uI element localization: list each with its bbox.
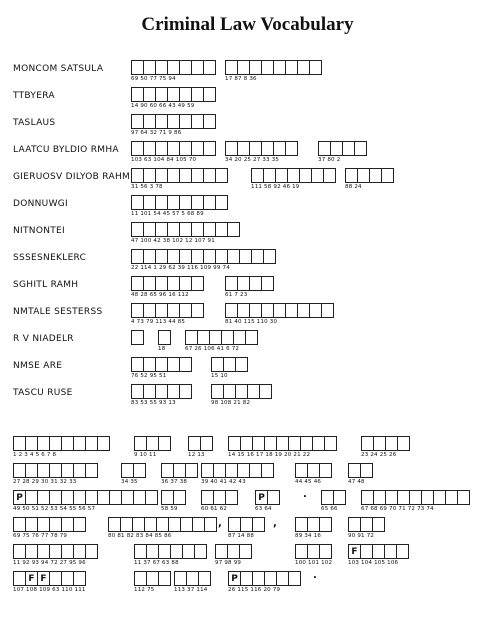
given-letter[interactable]: P	[13, 490, 26, 505]
position-numbers: 112 75	[134, 587, 155, 593]
scrambled-clue: NMSE ARE	[13, 361, 63, 371]
position-numbers: 61 7 23	[225, 292, 248, 298]
letter-box[interactable]	[215, 168, 228, 183]
quote-word	[161, 463, 198, 478]
letter-box[interactable]	[85, 463, 98, 478]
letter-box[interactable]	[457, 490, 470, 505]
scrambled-clue: MONCOM SATSULA	[13, 64, 104, 74]
letter-box[interactable]	[309, 60, 322, 75]
position-numbers: 97 64 32 71 9 86	[131, 130, 182, 136]
scrambled-clue: GIERUOSV DILYOB RAHM	[13, 172, 131, 182]
position-numbers: 81 40 115 110 30	[225, 319, 278, 325]
quote-word	[174, 571, 211, 586]
letter-box[interactable]	[285, 141, 298, 156]
answer-word	[225, 60, 322, 75]
letter-box[interactable]	[198, 571, 211, 586]
position-numbers: 1 2 3 4 5 6 7 8	[13, 452, 57, 458]
punctuation-mark: ,	[273, 518, 277, 529]
letter-box[interactable]	[323, 168, 336, 183]
position-numbers: 58 59	[161, 506, 178, 512]
letter-box[interactable]	[179, 357, 192, 372]
position-numbers: 80 81 82 83 84 85 86	[108, 533, 172, 539]
punctuation-mark: .	[303, 489, 307, 500]
position-numbers: 60 61 62	[201, 506, 228, 512]
answer-word	[318, 141, 367, 156]
position-numbers: 11 37 67 63 88	[134, 560, 179, 566]
letter-box[interactable]	[203, 60, 216, 75]
given-letter[interactable]: F	[37, 571, 50, 586]
letter-box[interactable]	[354, 141, 367, 156]
answer-word	[131, 222, 240, 237]
letter-box[interactable]	[288, 571, 301, 586]
letter-box[interactable]	[73, 517, 86, 532]
answer-word	[131, 195, 228, 210]
quote-word	[134, 436, 171, 451]
answer-word	[251, 168, 336, 183]
position-numbers: 11 101 54 45 57 5 68 89	[131, 211, 204, 217]
position-numbers: 27 28 29 30 31 32 33	[13, 479, 77, 485]
position-numbers: 26 115 116 20 79	[228, 587, 281, 593]
quote-word	[201, 490, 238, 505]
letter-box[interactable]	[85, 544, 98, 559]
quote-word	[13, 517, 86, 532]
position-numbers: 87 14 88	[228, 533, 255, 539]
letter-box[interactable]	[185, 463, 198, 478]
quote-word	[321, 490, 346, 505]
letter-box[interactable]	[372, 517, 385, 532]
answer-word	[345, 168, 394, 183]
quote-word	[255, 490, 280, 505]
position-numbers: 83 53 55 93 13	[131, 400, 176, 406]
answer-word	[131, 303, 204, 318]
quote-word	[348, 517, 385, 532]
letter-box[interactable]	[158, 330, 171, 345]
letter-box[interactable]	[145, 490, 158, 505]
letter-box[interactable]	[321, 303, 334, 318]
position-numbers: 9 10 11	[134, 452, 157, 458]
position-numbers: 36 37 38	[161, 479, 188, 485]
position-numbers: 69 75 76 77 78 79	[13, 533, 68, 539]
given-letter[interactable]: F	[348, 544, 361, 559]
quote-word	[134, 544, 207, 559]
answer-word	[211, 357, 248, 372]
scrambled-clue: R V NIADELR	[13, 334, 74, 344]
position-numbers: 37 80 2	[318, 157, 341, 163]
scrambled-clue: TTBYERA	[13, 91, 55, 101]
scrambled-clue: LAATCU BYLDIO RMHA	[13, 145, 119, 155]
letter-box[interactable]	[333, 490, 346, 505]
page-title: Criminal Law Vocabulary	[141, 14, 354, 35]
answer-word	[131, 384, 192, 399]
quote-word	[361, 436, 410, 451]
answer-word	[225, 276, 274, 291]
letter-box[interactable]	[360, 463, 373, 478]
letter-box[interactable]	[263, 249, 276, 264]
answer-word	[131, 168, 228, 183]
position-numbers: 39 40 41 42 43	[201, 479, 246, 485]
letter-box[interactable]	[173, 490, 186, 505]
quote-word	[134, 571, 171, 586]
answer-word	[131, 330, 144, 345]
answer-word	[225, 303, 334, 318]
position-numbers: 14 90 60 66 43 49 59	[131, 103, 195, 109]
quote-word	[121, 463, 146, 478]
quote-word	[361, 490, 470, 505]
position-numbers: 113 37 114	[174, 587, 208, 593]
given-letter[interactable]: F	[25, 571, 38, 586]
given-letter[interactable]: P	[255, 490, 268, 505]
letter-box[interactable]	[203, 141, 216, 156]
position-numbers: 23 24 25 26	[361, 452, 397, 458]
position-numbers: 47 100 42 38 102 12 107 91	[131, 238, 215, 244]
position-numbers: 67 68 69 70 71 72 73 74	[361, 506, 434, 512]
position-numbers: 103 63 104 84 105 70	[131, 157, 197, 163]
position-numbers: 98 108 21 82	[211, 400, 251, 406]
quote-word	[295, 463, 332, 478]
letter-box[interactable]	[245, 330, 258, 345]
position-numbers: 100 101 102	[295, 560, 333, 566]
position-numbers: 90 91 72	[348, 533, 375, 539]
letter-box[interactable]	[227, 222, 240, 237]
answer-word	[185, 330, 258, 345]
quote-word	[13, 544, 98, 559]
position-numbers: 48 28 65 96 16 112	[131, 292, 189, 298]
letter-box[interactable]	[131, 330, 144, 345]
answer-word	[131, 276, 204, 291]
quote-word	[13, 571, 86, 586]
quote-word	[348, 544, 409, 559]
position-numbers: 47 48	[348, 479, 365, 485]
scrambled-clue: TASCU RUSE	[13, 388, 73, 398]
position-numbers: 65 66	[321, 506, 338, 512]
scrambled-clue: NITNONTEI	[13, 226, 65, 236]
position-numbers: 49 50 51 52 53 54 55 56 57	[13, 506, 96, 512]
scrambled-clue: DONNUWGI	[13, 199, 68, 209]
quote-word	[295, 517, 332, 532]
given-letter[interactable]: P	[228, 571, 241, 586]
scrambled-clue: NMTALE SESTERSS	[13, 307, 103, 317]
letter-box[interactable]	[319, 517, 332, 532]
letter-box[interactable]	[191, 303, 204, 318]
quote-word	[13, 436, 110, 451]
quote-word	[228, 436, 337, 451]
answer-word	[211, 384, 272, 399]
letter-box[interactable]	[319, 544, 332, 559]
position-numbers: 11 92 93 94 72 27 95 96	[13, 560, 86, 566]
quote-word	[201, 463, 274, 478]
position-numbers: 44 45 46	[295, 479, 322, 485]
answer-word	[225, 141, 298, 156]
letter-box[interactable]	[319, 463, 332, 478]
position-numbers: 89 34 16	[295, 533, 322, 539]
letter-box[interactable]	[261, 463, 274, 478]
position-numbers: 15 10	[211, 373, 228, 379]
quote-word	[161, 490, 186, 505]
position-numbers: 12 13	[188, 452, 205, 458]
letter-box[interactable]	[235, 357, 248, 372]
quote-word	[188, 436, 213, 451]
answer-word	[131, 357, 192, 372]
letter-box[interactable]	[194, 544, 207, 559]
position-numbers: 69 50 77 75 94	[131, 76, 176, 82]
answer-word	[131, 114, 216, 129]
letter-box[interactable]	[261, 276, 274, 291]
scrambled-clue: SGHITL RAMH	[13, 280, 79, 290]
letter-box[interactable]	[215, 195, 228, 210]
position-numbers: 76 52 95 51	[131, 373, 167, 379]
letter-box[interactable]	[133, 463, 146, 478]
letter-box[interactable]	[239, 544, 252, 559]
letter-box[interactable]	[203, 114, 216, 129]
answer-word	[131, 60, 216, 75]
position-numbers: 34 35	[121, 479, 138, 485]
letter-box[interactable]	[252, 517, 265, 532]
position-numbers: 103 104 105 106	[348, 560, 399, 566]
position-numbers: 22 114 1 29 62 39 116 109 99 74	[131, 265, 230, 271]
position-numbers: 107 108 109 63 110 111	[13, 587, 86, 593]
letter-box[interactable]	[225, 490, 238, 505]
letter-box[interactable]	[73, 571, 86, 586]
quote-word	[228, 571, 301, 586]
position-numbers: 4 73 79 113 44 85	[131, 319, 186, 325]
position-numbers: 111 58 92 46 19	[251, 184, 300, 190]
quote-word	[13, 490, 158, 505]
letter-box[interactable]	[267, 490, 280, 505]
letter-box[interactable]	[191, 276, 204, 291]
position-numbers: 31 56 3 78	[131, 184, 163, 190]
letter-box[interactable]	[179, 384, 192, 399]
quote-word	[228, 517, 265, 532]
punctuation-mark: ,	[218, 518, 222, 529]
letter-box[interactable]	[97, 436, 110, 451]
answer-word	[131, 141, 216, 156]
position-numbers: 17 87 8 36	[225, 76, 257, 82]
position-numbers: 18	[158, 346, 166, 352]
letter-box[interactable]	[158, 571, 171, 586]
letter-box[interactable]	[200, 436, 213, 451]
position-numbers: 14 15 16 17 18 19 20 21 22	[228, 452, 311, 458]
position-numbers: 34 20 25 27 33 35	[225, 157, 280, 163]
answer-word	[158, 330, 171, 345]
letter-box[interactable]	[381, 168, 394, 183]
letter-box[interactable]	[397, 436, 410, 451]
answer-word	[131, 249, 276, 264]
position-numbers: 63 64	[255, 506, 272, 512]
quote-word	[295, 544, 332, 559]
scrambled-clue: SSSESNEKLERC	[13, 253, 87, 263]
punctuation-mark: .	[313, 570, 317, 581]
quote-word	[108, 517, 217, 532]
letter-box[interactable]	[324, 436, 337, 451]
answer-word	[131, 87, 216, 102]
position-numbers: 88 24	[345, 184, 362, 190]
letter-box[interactable]	[396, 544, 409, 559]
scrambled-clue: TASLAUS	[13, 118, 56, 128]
position-numbers: 67 26 106 41 6 72	[185, 346, 240, 352]
letter-box[interactable]	[203, 87, 216, 102]
letter-box[interactable]	[204, 517, 217, 532]
letter-box[interactable]	[259, 384, 272, 399]
letter-box[interactable]	[158, 436, 171, 451]
position-numbers: 97 98 99	[215, 560, 242, 566]
quote-word	[215, 544, 252, 559]
quote-word	[348, 463, 373, 478]
quote-word	[13, 463, 98, 478]
